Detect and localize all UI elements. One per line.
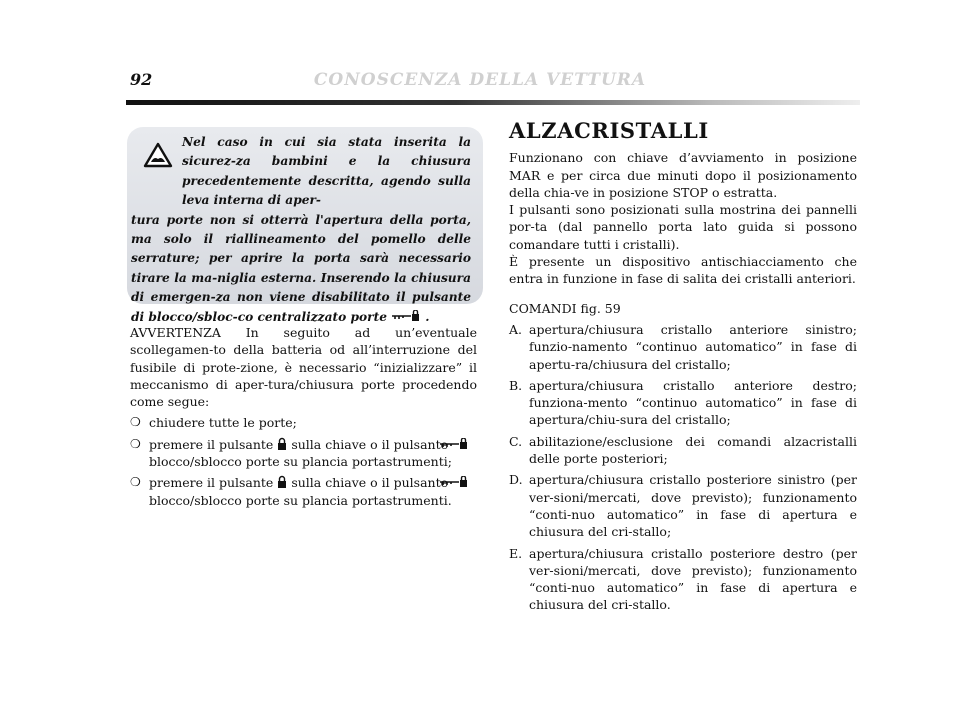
step-text: chiudere tutte le porte;	[149, 415, 297, 431]
commands-heading: COMANDI fig. 59	[509, 300, 621, 316]
step-text-post: blocco/sblocco porte su plancia portastrumenti.	[149, 492, 452, 508]
warning-intro: AVVERTENZA In seguito ad un’eventuale scollegamen-to della batteria od all’interruzione del fusibile di prote-zione, è necessario “inizializzare” il meccanismo di aper-tura/chiusura porte procedendo come segue:	[130, 325, 477, 410]
step-text-pre: premere il pulsante	[149, 436, 274, 452]
list-item	[130, 436, 477, 471]
list-item	[130, 414, 477, 431]
warning-text	[131, 133, 471, 327]
bullet-circle-icon: ❍	[130, 436, 141, 451]
paragraph: I pulsanti sono posizionati sulla mostrina dei pannelli por-ta (dal pannello porta lato guida si possono comandare tutti i cristalli).	[509, 202, 857, 252]
command-text: apertura/chiusura cristallo posteriore destro (per ver-sioni/mercati, dove previsto); funzionamento “conti-nuo automatico” in fase di apertura e chiusura del cri-stallo.	[529, 545, 857, 613]
bullet-circle-icon: ❍	[130, 415, 141, 430]
step-text-post: blocco/sblocco porte su plancia portastrumenti;	[149, 454, 452, 470]
padlock-icon	[277, 475, 287, 488]
paragraph: È presente un dispositivo antischiacciamento che entra in funzione in fase di salita dei cristalli anteriori.	[509, 254, 857, 287]
page-number: 92	[130, 70, 153, 89]
list-item	[509, 545, 857, 614]
command-text: apertura/chiusura cristallo posteriore sinistro (per ver-sioni/mercati, dove previsto); funzionamento “conti-nuo automatico” in fase di apertura e chiusura del cri-stallo;	[529, 472, 857, 540]
command-letter: C.	[509, 433, 523, 449]
list-item	[509, 471, 857, 540]
door-lock-key-icon	[391, 310, 425, 322]
command-letter: E.	[509, 545, 523, 561]
header-rule	[126, 100, 860, 105]
command-text: abilitazione/esclusione dei comandi alzacristalli delle porte posteriori;	[529, 433, 857, 467]
door-lock-key-icon	[439, 476, 473, 488]
left-column	[130, 324, 477, 513]
list-item	[509, 377, 857, 429]
list-item	[509, 321, 857, 373]
command-letter: A.	[509, 321, 523, 337]
door-lock-key-icon	[439, 438, 473, 450]
command-letter: B.	[509, 377, 523, 393]
list-item	[509, 433, 857, 468]
right-column	[509, 118, 857, 618]
bullet-circle-icon: ❍	[130, 475, 141, 490]
init-steps-list	[130, 414, 477, 508]
padlock-icon	[277, 437, 287, 450]
command-letter: D.	[509, 472, 523, 488]
step-text-mid: sulla chiave o il pulsante	[291, 436, 448, 452]
section-title: ALZACRISTALLI	[509, 118, 709, 143]
step-text-pre: premere il pulsante	[149, 475, 274, 491]
warning-text-body: tura porte non si otterrà l'apertura della porta, ma solo il riallineamento del pomello delle serrature; per aprire la porta sarà necessario tirare la ma-niglia esterna. Inserendo la chiusura di emergen-za non viene disabilitato il pulsante di blocco/sbloc-co centralizzato porte	[131, 212, 471, 324]
command-text: apertura/chiusura cristallo anteriore destro; funziona-mento “continuo automatico” in fase di apertura/chiu-sura del cristallo;	[529, 377, 857, 428]
warning-text-lead: Nel caso in cui sia stata inserita la sicurez-za bambini e la chiusura precedentemente descritta, agendo sulla leva interna di aper-	[182, 135, 471, 208]
step-text-mid: sulla chiave o il pulsante	[291, 475, 448, 491]
commands-list	[509, 321, 857, 614]
paragraph: Funzionano con chiave d’avviamento in posizione MAR e per circa due minuti dopo il posizionamento della chia-ve in posizione STOP o estratta.	[509, 150, 857, 200]
warning-text-end: .	[425, 309, 430, 324]
command-text: apertura/chiusura cristallo anteriore sinistro; funzio-namento “continuo automatico” in fase di apertu-ra/chiusura del cristallo;	[529, 321, 857, 372]
running-title: CONOSCENZA DELLA VETTURA	[313, 70, 647, 90]
warning-box	[127, 127, 483, 324]
list-item	[130, 474, 477, 509]
